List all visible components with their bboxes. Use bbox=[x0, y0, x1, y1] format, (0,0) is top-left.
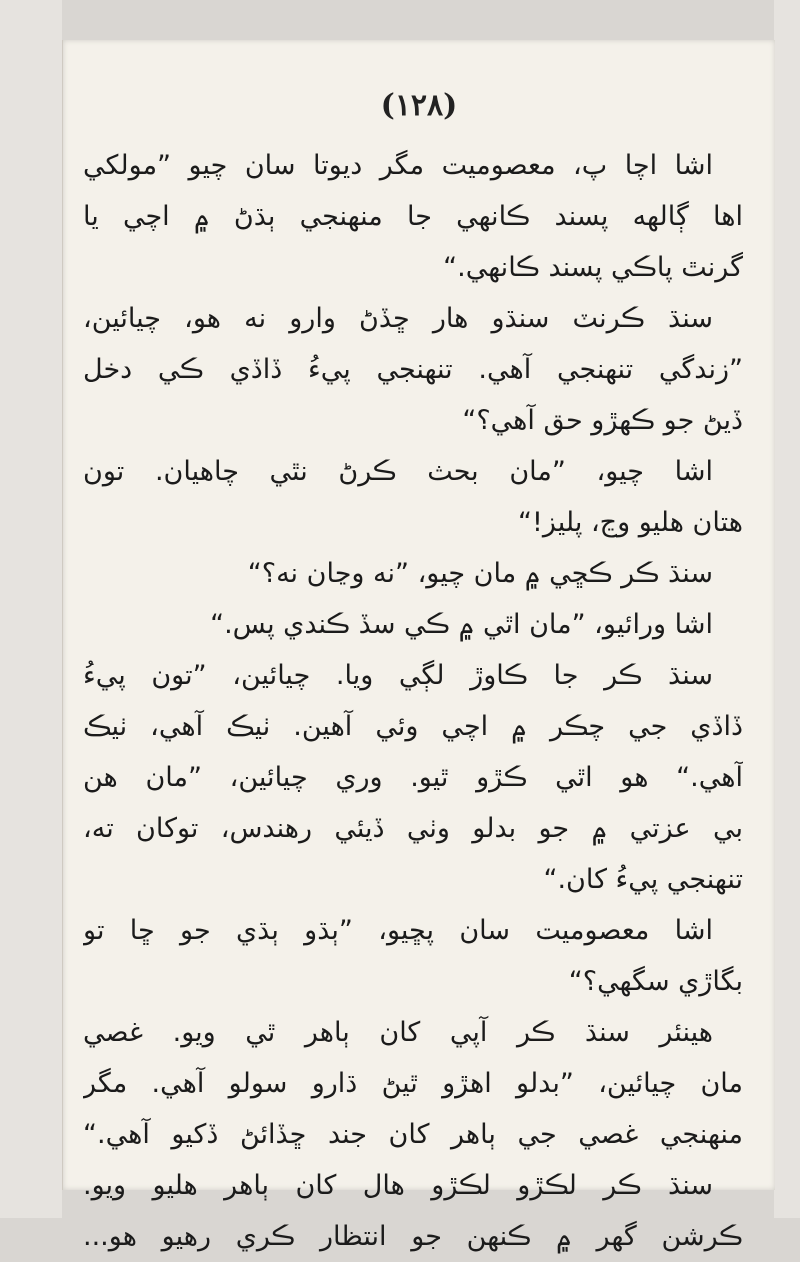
body-text bbox=[83, 140, 743, 1262]
book-page bbox=[62, 40, 775, 1252]
text-line: سنڌ ڪر جا ڪاوڙ لڳي ويا. چيائين، ”تون پيءُ bbox=[83, 660, 713, 691]
text-line: ڏيڻ جو ڪهڙو حق آهي؟“ bbox=[462, 405, 743, 436]
text-line: بي عزتي ۾ جو بدلو وٺي ڏيئي رهندس، توکان ته، bbox=[83, 813, 743, 844]
text-line: مان چيائين، ”بدلو اهڙو ٿيڻ ڌارو سولو آهي. مگر bbox=[83, 1068, 743, 1099]
text-line: ڏاڏي جي چڪر ۾ اچي وئي آهين. ٺيڪ آهي، ٺيڪ bbox=[83, 711, 743, 742]
text-line: اشا معصوميت سان پڇيو، ”ٻڌو ٻڌي جو ڇا تو bbox=[83, 915, 713, 946]
scan-left-margin bbox=[0, 0, 62, 1218]
text-line: سنڌ ڪرنٽ سنڌو هار ڇڏڻ وارو نه هو، چيائين، bbox=[83, 303, 713, 334]
text-line: بگاڙي سگهي؟“ bbox=[568, 966, 743, 997]
text-line: منهنجي غصي جي ٻاهر کان جند ڇڏائڻ ڏکيو آهي.“ bbox=[83, 1119, 743, 1150]
text-line: هينئر سنڌ ڪر آپي کان ٻاهر ٿي ويو. غصي bbox=[83, 1017, 713, 1048]
text-line: اشا ورائيو، ”مان اٿي ۾ ڪي سڏ ڪندي پس.“ bbox=[210, 609, 713, 640]
text-line: هتان هليو وڃ، پليز!“ bbox=[518, 507, 743, 538]
text-line: سنڌ ڪر لڪڙو لڪڙو هال کان ٻاهر هليو ويو. bbox=[83, 1170, 713, 1201]
text-line: آهي.“ هو اٿي ڪڙو ٿيو. وري چيائين، ”مان هن bbox=[83, 762, 743, 793]
text-line: ”زندگي تنهنجي آهي. تنهنجي پيءُ ڏاڏي ڪي دخل bbox=[83, 354, 743, 385]
text-line: اها ڳالهه پسند ڪانهي جا منهنجي ٻڌڻ ۾ اچي يا bbox=[83, 201, 743, 232]
text-line: گرنٿ پاڪي پسند ڪانهي.“ bbox=[443, 252, 743, 283]
text-line: سنڌ ڪر ڪڇي ۾ مان چيو، ”نه وڃان نه؟“ bbox=[247, 558, 713, 589]
scan-right-margin bbox=[774, 0, 800, 1218]
page-number: (۱۲۸) bbox=[380, 88, 458, 123]
text-line: اشا اچا پ، معصوميت مگر ديوتا سان چيو ”مولکي bbox=[83, 150, 713, 181]
text-line: تنهنجي پيءُ کان.“ bbox=[543, 864, 743, 895]
text-line: اشا چيو، ”مان بحث ڪرڻ نٿي چاهيان. تون bbox=[83, 456, 713, 487]
text-line: ڪرشن گهر ۾ ڪنهن جو انتظار ڪري رهيو هو... bbox=[83, 1221, 743, 1252]
